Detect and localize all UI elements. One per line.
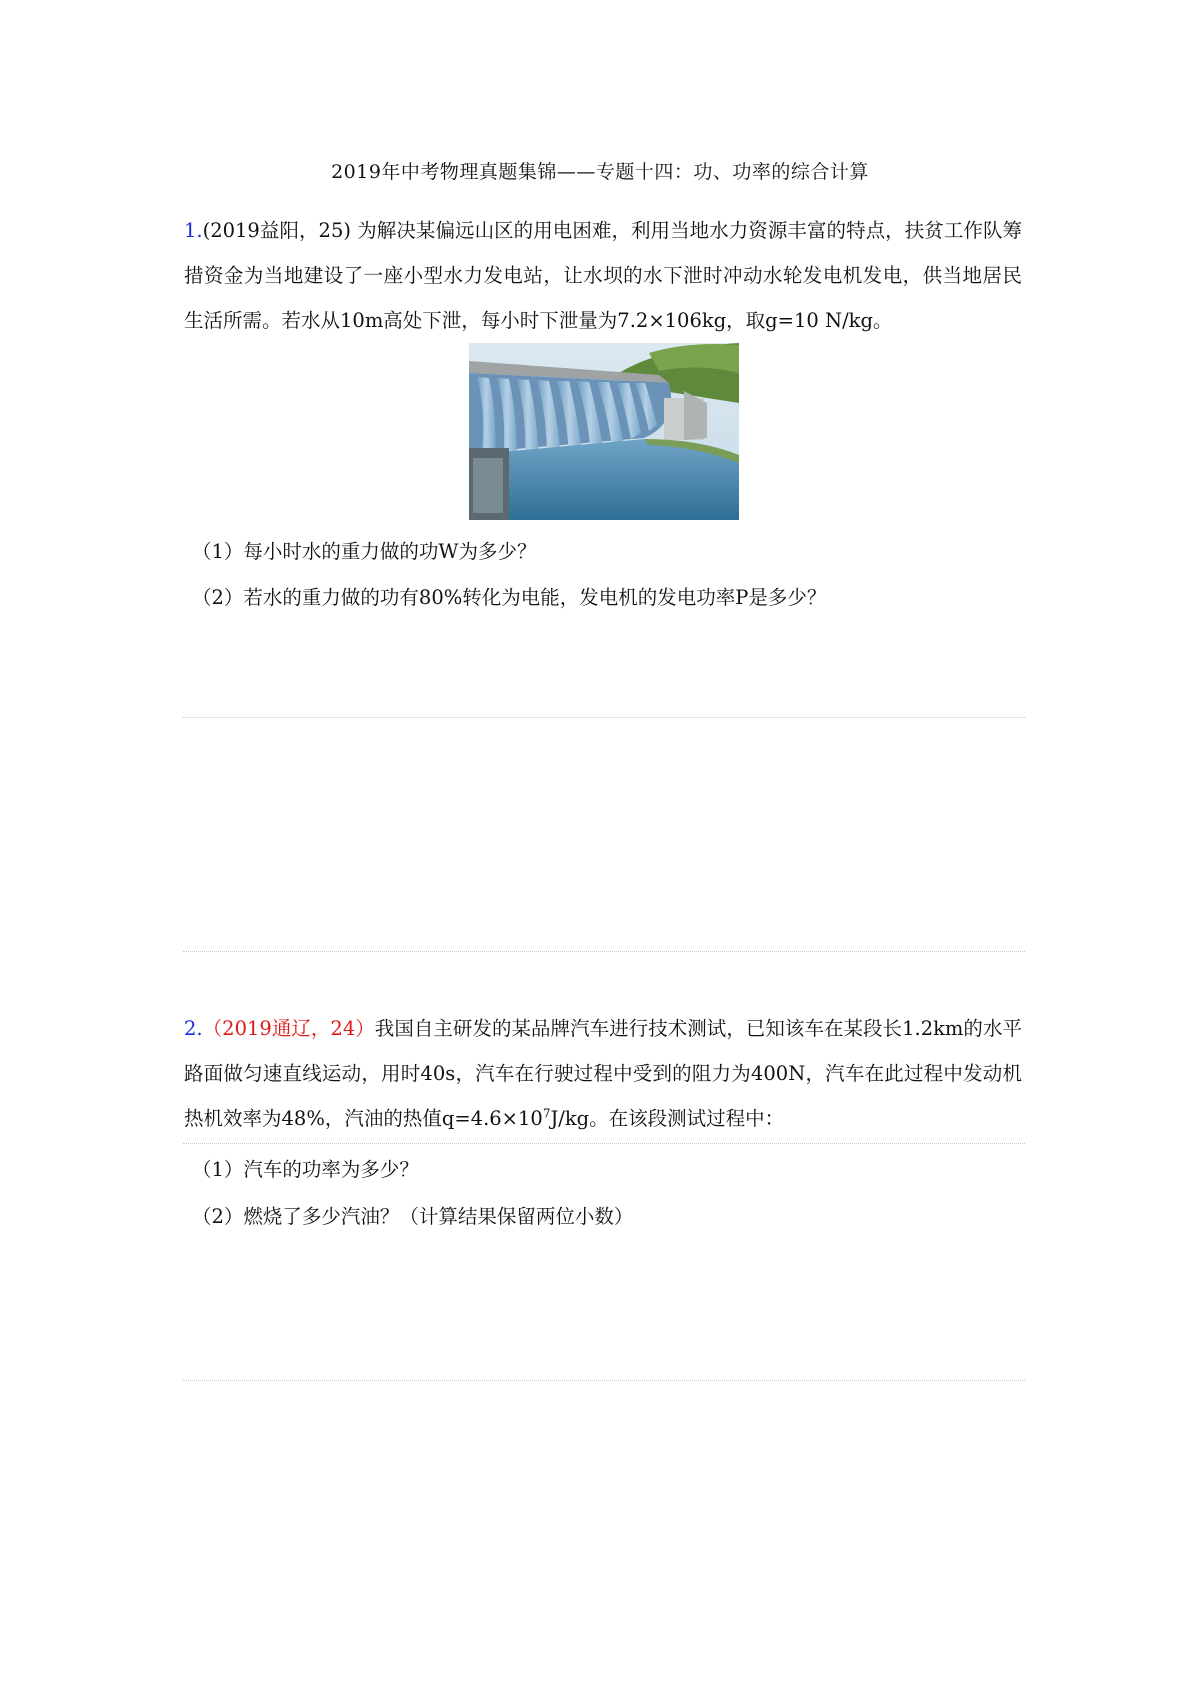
question-2-source: （2019通辽，24） [202,1017,375,1040]
answer-separator [183,951,1025,952]
question-2-body-a: 我国自主研发的某品牌汽车进行技术测试，已知该车在某段长1.2km的水平路面做匀速直线运动，用时40s，汽车在行驶过程中受到的阻力为400N，汽车在此过程中发动机热机效率为48%，汽油的热值q=4.6×10 [184,1017,1022,1130]
question-2-number: 2. [184,1017,203,1040]
question-1-body: 为解决某偏远山区的用电困难，利用当地水力资源丰富的特点，扶贫工作队筹措资金为当地建设了一座小型水力发电站，让水坝的水下泄时冲动水轮发电机发电，供当地居民生活所需。若水从10m高处下泄，每小时下泄量为7.2×106kg，取g=10 N/kg。 [184,219,1023,332]
question-1-sub-1: （1）每小时水的重力做的功W为多少？ [192,540,537,563]
document-title: 2019年中考物理真题集锦——专题十四：功、功率的综合计算 [331,161,869,183]
question-1-text [184,208,1022,343]
question-2-sub-2: （2）燃烧了多少汽油？（计算结果保留两位小数） [192,1205,634,1228]
question-2-text [184,1006,1022,1141]
dam-photo [469,343,739,520]
question-1-number: 1. [184,219,203,242]
answer-separator [183,1143,1025,1144]
question-1-sub-2: （2）若水的重力做的功有80%转化为电能，发电机的发电功率P是多少？ [192,586,827,609]
question-1-source: (2019益阳，25) [202,219,351,242]
question-2-sub-1: （1）汽车的功率为多少？ [192,1158,419,1181]
answer-separator [183,717,1025,718]
question-2-exponent: 7 [542,1106,551,1121]
dam-illustration [469,343,739,520]
question-2-body-b: J/kg。在该段测试过程中： [550,1107,785,1130]
answer-separator [183,1380,1025,1381]
